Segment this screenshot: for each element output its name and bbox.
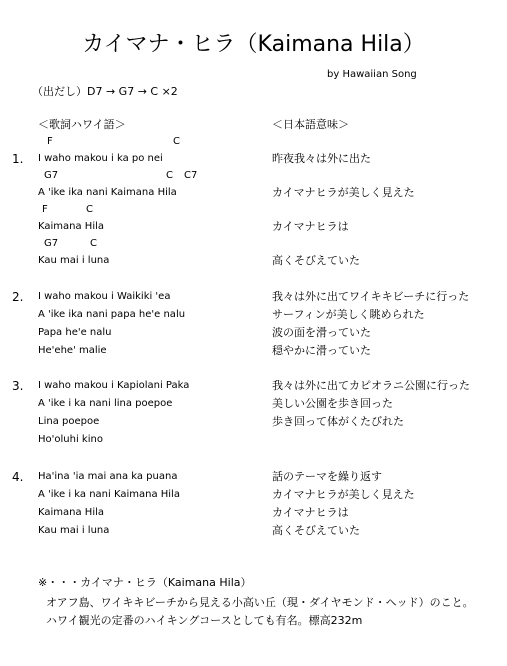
lyric-line: He'ehe' malie — [38, 345, 107, 356]
japanese-meaning-header: ＜日本語意味＞ — [272, 118, 349, 131]
chord-label: C — [86, 204, 93, 215]
hawaiian-lyrics-header: ＜歌詞ハワイ語＞ — [38, 118, 126, 131]
chord-label: C7 — [184, 170, 198, 181]
verse-number: 3. — [12, 379, 24, 393]
chord-label: C — [90, 238, 97, 249]
japanese-line: 昨夜我々は外に出た — [272, 152, 371, 165]
chord-label: C — [173, 136, 180, 147]
page-title: カイマナ・ヒラ（Kaimana Hila） — [82, 32, 425, 57]
japanese-line: 話のテーマを繰り返す — [272, 470, 382, 483]
chord-label: F — [47, 136, 53, 147]
japanese-line: 高くそびえていた — [272, 254, 360, 267]
chord-label: G7 — [44, 170, 59, 181]
japanese-line: 高くそびえていた — [272, 524, 360, 537]
chord-label: F — [42, 204, 48, 215]
lyric-line: Ho'oluhi kino — [38, 434, 103, 445]
lyric-line: Kaimana Hila — [38, 507, 105, 518]
japanese-line: 穏やかに滑っていた — [272, 344, 371, 357]
japanese-line: サーフィンが美しく眺められた — [272, 308, 425, 321]
japanese-line: カイマナヒラが美しく見えた — [272, 186, 415, 199]
japanese-line: カイマナヒラは — [272, 220, 349, 233]
footnote-title: ※・・・カイマナ・ヒラ（Kaimana Hila） — [38, 576, 252, 589]
japanese-line: 美しい公園を歩き回った — [272, 397, 393, 410]
japanese-line: 我々は外に出てワイキキビーチに行った — [272, 290, 470, 303]
lyric-line: A 'ike i ka nani Kaimana Hila — [38, 489, 180, 500]
lyric-line: Kau mai i luna — [38, 525, 110, 536]
chord-label: C — [166, 170, 173, 181]
lyric-line: Kaimana Hila — [38, 221, 105, 232]
lyric-line: I waho makou i ka po nei — [38, 153, 163, 164]
japanese-line: 歩き回って体がくたびれた — [272, 415, 404, 428]
lyric-line: Kau mai i luna — [38, 255, 110, 266]
lyric-line: A 'ike ika nani Kaimana Hila — [38, 187, 177, 198]
lyric-line: A 'ike i ka nani lina poepoe — [38, 398, 173, 409]
footnote-line: ハワイ観光の定番のハイキングコースとしても有名。標高232m — [46, 614, 363, 627]
lyric-line: A 'ike ika nani papa he'e nalu — [38, 309, 186, 320]
japanese-line: 我々は外に出てカピオラニ公園に行った — [272, 379, 470, 392]
lyric-line: Lina poepoe — [38, 416, 100, 427]
japanese-line: カイマナヒラが美しく見えた — [272, 488, 415, 501]
lyric-line: I waho makou i Kapiolani Paka — [38, 380, 190, 391]
verse-number: 4. — [12, 470, 24, 484]
song-attribution: by Hawaiian Song — [327, 69, 417, 80]
intro-chords: （出だし）D7 → G7 → C ×2 — [32, 85, 178, 98]
verse-number: 1. — [12, 152, 24, 166]
chord-label: G7 — [44, 238, 59, 249]
lyric-line: I waho makou i Waikiki 'ea — [38, 291, 171, 302]
lyric-line: Ha'ina 'ia mai ana ka puana — [38, 471, 178, 482]
lyric-line: Papa he'e nalu — [38, 327, 112, 338]
japanese-line: カイマナヒラは — [272, 506, 349, 519]
verse-number: 2. — [12, 290, 24, 304]
footnote-line: オアフ島、ワイキキビーチから見える小高い丘（現・ダイヤモンド・ヘッド）のこと。 — [46, 596, 474, 609]
japanese-line: 波の面を滑っていた — [272, 326, 371, 339]
